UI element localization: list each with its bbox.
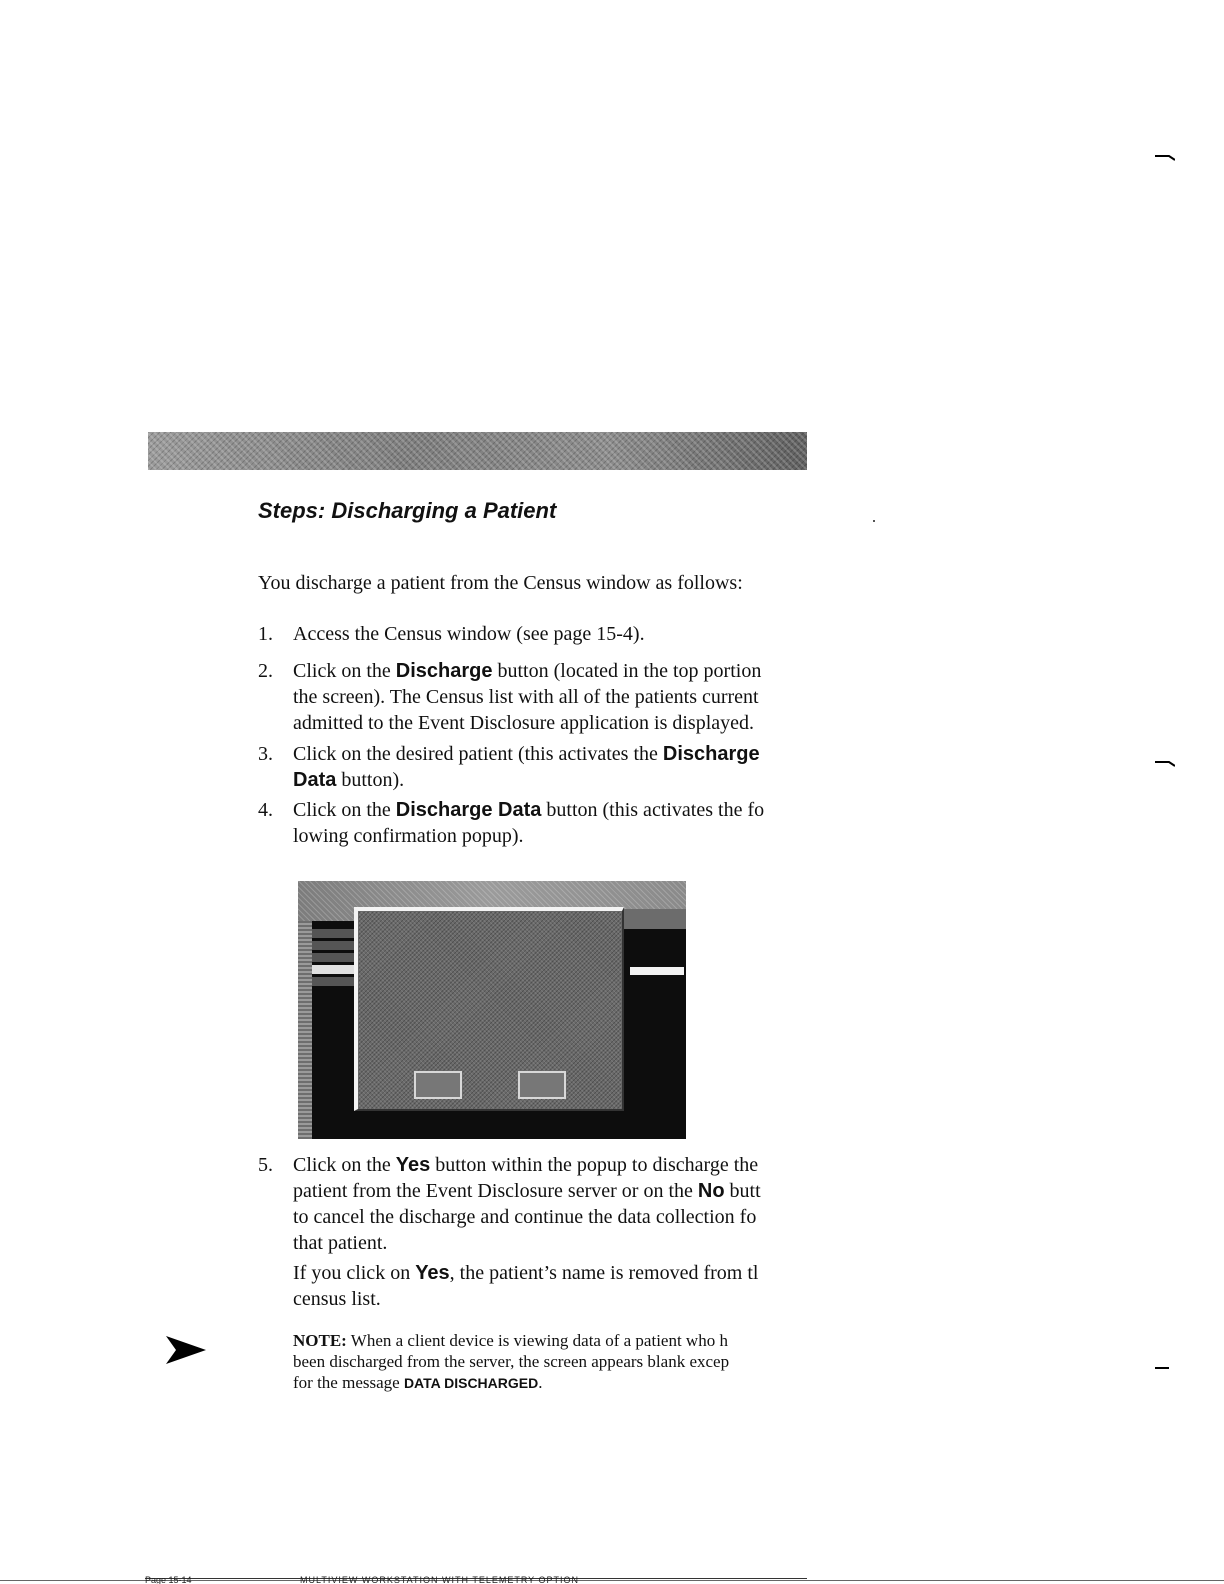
text-run: Click on the <box>293 1154 396 1176</box>
list-item <box>312 929 358 938</box>
margin-mark <box>1155 155 1175 161</box>
step-2 <box>258 658 818 738</box>
page-title: Steps: Discharging a Patient <box>258 498 557 523</box>
step-number: 2. <box>258 660 273 682</box>
margin-mark <box>1155 761 1175 767</box>
step-text-line-1 <box>293 1152 813 1178</box>
list-item <box>312 941 358 950</box>
note-block <box>293 1330 813 1394</box>
step-text-line-2: the screen). The Census list with all of the patients current <box>293 686 759 708</box>
step-number: 1. <box>258 623 273 645</box>
note-label: NOTE: <box>293 1331 347 1350</box>
ui-term-discharge-data: Discharge Data <box>395 799 542 821</box>
step-text-line-4: that patient. <box>293 1232 388 1254</box>
note-line-1 <box>293 1330 813 1351</box>
ui-term-discharge: Discharge <box>662 743 760 765</box>
scan-speck <box>873 520 875 522</box>
margin-mark <box>1155 1367 1169 1369</box>
step-text-line-1 <box>293 658 813 684</box>
step-text-line-2 <box>293 767 813 793</box>
text-run: . <box>538 1373 543 1392</box>
step-number: 4. <box>258 799 273 821</box>
text-run: When a client device is viewing data of a patient who h <box>346 1331 728 1350</box>
step-4 <box>258 797 818 851</box>
screenshot-right-bar <box>624 909 686 929</box>
list-item <box>312 977 358 986</box>
text-run: , the patient’s name is removed from tl <box>449 1262 759 1284</box>
ui-term-discharge: Discharge <box>395 660 493 682</box>
step-1 <box>258 621 818 647</box>
footer-page-number: Page 15-14 <box>145 1575 192 1584</box>
followup-paragraph <box>258 1260 818 1314</box>
screenshot-left-bar <box>298 921 312 1139</box>
step-text-line-2 <box>293 1178 813 1204</box>
screenshot-highlight <box>630 967 684 975</box>
message-data-discharged: DATA DISCHARGED <box>403 1375 539 1391</box>
note-line-2: been discharged from the server, the screen appears blank excep <box>293 1352 730 1371</box>
step-text-line-3: to cancel the discharge and continue the data collection fo <box>293 1206 757 1228</box>
step-text-line-1 <box>293 741 813 767</box>
followup-line-1 <box>293 1260 813 1286</box>
text-run: button (located in the top portion <box>492 660 762 682</box>
ui-term-yes: Yes <box>395 1154 431 1176</box>
footer <box>145 1575 807 1584</box>
text-run: button within the popup to discharge the <box>430 1154 759 1176</box>
followup-line-2: census list. <box>293 1288 381 1310</box>
text-run: Click on the <box>293 799 396 821</box>
text-run: If you click on <box>293 1262 416 1284</box>
census-list <box>312 929 358 999</box>
popup-yes-button <box>414 1071 462 1099</box>
note-arrow-icon <box>166 1334 206 1366</box>
step-text-line-1 <box>293 797 813 823</box>
text-run: Click on the <box>293 660 396 682</box>
list-item <box>312 953 358 962</box>
step-text-line-3: admitted to the Event Disclosure application is displayed. <box>293 712 755 734</box>
step-5 <box>258 1152 818 1258</box>
step-3 <box>258 741 818 795</box>
popup-dialog <box>354 907 624 1111</box>
step-text-line-2: lowing confirmation popup). <box>293 825 524 847</box>
text-run: Click on the desired patient (this activates the <box>293 743 663 765</box>
popup-no-button <box>518 1071 566 1099</box>
ui-term-yes: Yes <box>415 1262 450 1284</box>
text-run: button). <box>336 769 405 791</box>
step-number: 5. <box>258 1154 273 1176</box>
step-number: 3. <box>258 743 273 765</box>
ui-term-data: Data <box>293 769 337 791</box>
note-line-3 <box>293 1372 813 1394</box>
text-run: for the message <box>293 1373 404 1392</box>
ui-term-no: No <box>697 1180 725 1202</box>
list-item-selected <box>312 965 358 974</box>
step-text: Access the Census window (see page 15-4). <box>293 623 645 645</box>
text-run: butt <box>724 1180 761 1202</box>
footer-title: MULTIVIEW WORKSTATION WITH TELEMETRY OPTION <box>300 1575 580 1584</box>
intro-text: You discharge a patient from the Census window as follows: <box>258 572 743 594</box>
section-banner <box>148 432 807 470</box>
text-run: patient from the Event Disclosure server or on the <box>293 1180 698 1202</box>
confirmation-popup-screenshot <box>298 881 686 1139</box>
text-run: button (this activates the fo <box>541 799 765 821</box>
